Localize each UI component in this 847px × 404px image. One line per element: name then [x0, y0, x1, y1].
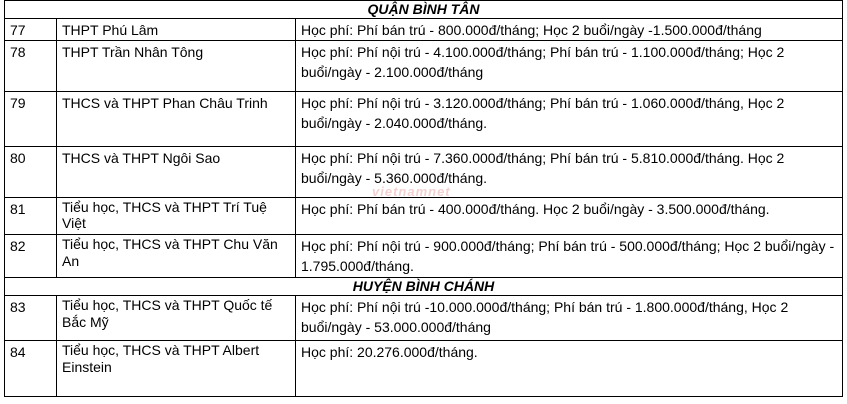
section-header-row: [5, 278, 843, 296]
watermark-logo: vietnamnet: [372, 184, 451, 199]
tuition-table: [4, 0, 843, 397]
table-row: [5, 235, 843, 278]
tuition-info: Học phí: Phí bán trú - 800.000đ/tháng; Học 2 buổi/ngày -1.500.000đ/tháng: [296, 19, 843, 41]
table-row: [5, 198, 843, 235]
school-name: THCS và THPT Ngôi Sao: [57, 147, 296, 198]
row-number: 80: [5, 147, 57, 198]
tuition-info: Học phí: Phí bán trú - 400.000đ/tháng. Học 2 buổi/ngày - 3.500.000đ/tháng.: [296, 198, 843, 235]
tuition-info: Học phí: Phí nội trú - 4.100.000đ/tháng; Phí bán trú - 1.100.000đ/tháng; Học 2 buổi/ngày - 2.100.000đ/tháng: [296, 41, 843, 92]
row-number: 83: [5, 296, 57, 341]
table-row: [5, 19, 843, 41]
school-name: Tiểu học, THCS và THPT Trí Tuệ Việt: [57, 198, 296, 235]
section-title: HUYỆN BÌNH CHÁNH: [5, 278, 843, 296]
school-name: Tiểu học, THCS và THPT Quốc tế Bắc Mỹ: [57, 296, 296, 341]
table-row: [5, 341, 843, 397]
tuition-info: Học phí: Phí nội trú - 3.120.000đ/tháng; Phí bán trú - 1.060.000đ/tháng, Học 2 buổi/ngày - 2.040.000đ/tháng.: [296, 92, 843, 147]
row-number: 79: [5, 92, 57, 147]
table-row: [5, 41, 843, 92]
row-number: 81: [5, 198, 57, 235]
tuition-info: Học phí: 20.276.000đ/tháng.: [296, 341, 843, 397]
school-name: THCS và THPT Phan Châu Trinh: [57, 92, 296, 147]
row-number: 77: [5, 19, 57, 41]
school-name: Tiểu học, THCS và THPT Albert Einstein: [57, 341, 296, 397]
section-title: QUẬN BÌNH TÂN: [5, 1, 843, 19]
table-row: [5, 296, 843, 341]
table-row: [5, 92, 843, 147]
tuition-info: Học phí: Phí nội trú - 900.000đ/tháng; Phí bán trú - 500.000đ/tháng; Học 2 buổi/ngày - 1.795.000đ/tháng.: [296, 235, 843, 278]
school-name: THPT Trần Nhân Tông: [57, 41, 296, 92]
school-name: THPT Phú Lâm: [57, 19, 296, 41]
row-number: 84: [5, 341, 57, 397]
row-number: 82: [5, 235, 57, 278]
section-header-row: [5, 1, 843, 19]
tuition-info: Học phí: Phí nội trú - 7.360.000đ/tháng; Phí bán trú - 5.810.000đ/tháng. Học 2 buổi/ngày - 5.360.000đ/tháng.: [296, 147, 843, 198]
school-name: Tiểu học, THCS và THPT Chu Văn An: [57, 235, 296, 278]
tuition-info: Học phí: Phí nội trú -10.000.000đ/tháng; Phí bán trú - 1.800.000đ/tháng, Học 2 buổi/ngày - 53.000.000đ/tháng: [296, 296, 843, 341]
table-row: [5, 147, 843, 198]
row-number: 78: [5, 41, 57, 92]
